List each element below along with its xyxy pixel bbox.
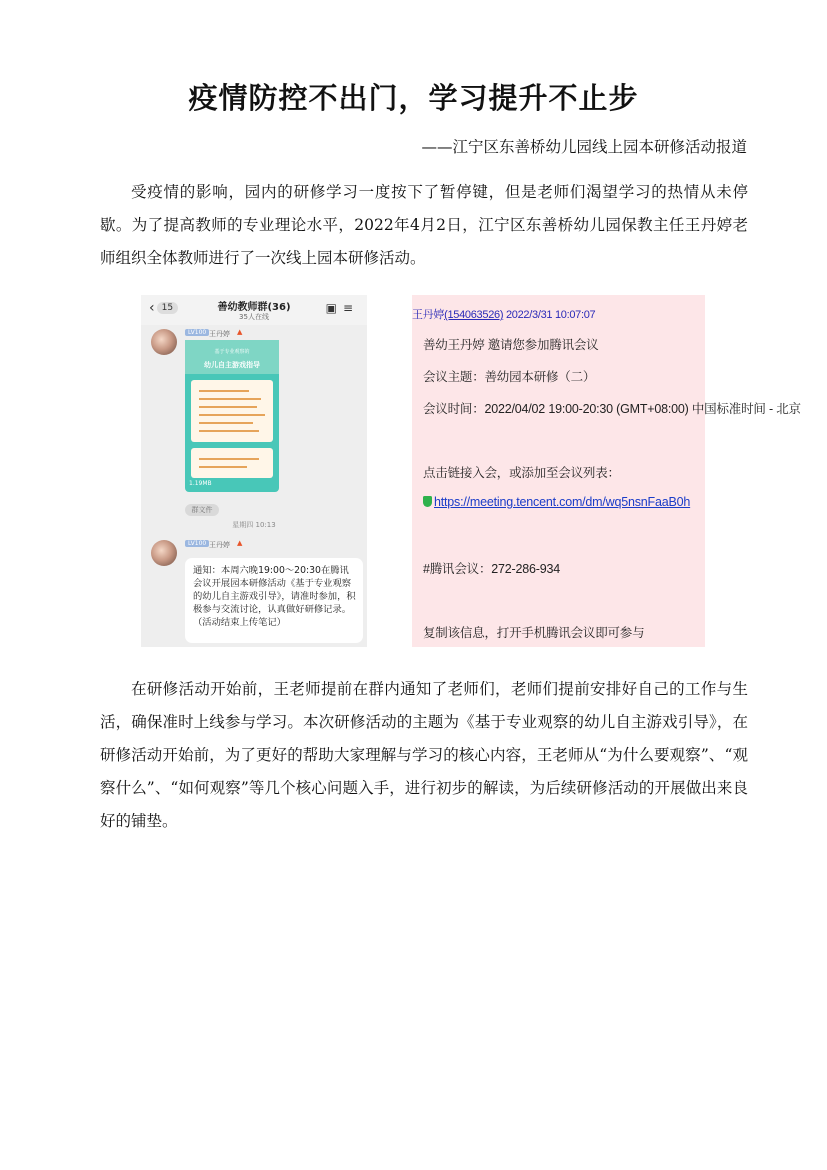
calendar-icon[interactable]: ▣ [325,301,343,315]
meeting-link[interactable]: https://meeting.tencent.com/dm/wq5nsnFaaB0h [434,495,691,509]
level-badge: LV100 [185,540,209,547]
avatar[interactable] [151,329,177,355]
notice-message-bubble[interactable]: 通知：本周六晚19:00～20:30在腾讯会议开展园本研修活动《基于专业观察的幼儿自主游戏引导》，请准时参加，积极参与交流讨论，认真做好研修记录。（活动结束上传笔记） [185,558,363,643]
back-button[interactable]: ‹ 15 [149,300,178,316]
poster-image-message[interactable] [185,340,279,492]
paragraph-body: 在研修活动开始前，王老师提前在群内通知了老师们，老师们提前安排好自己的工作与生活，确保准时上线参与学习。本次研修活动的主题为《基于专业观察的幼儿自主游戏引导》，在研修活动开始前，为了更好的帮助大家理解与学习的核心内容，王老师从“为什么要观察”、“观察什么”、“如何观察”等几个核心问题入手，进行初步的解读，为后续研修活动的开展做出来良好的铺垫。 [100,680,748,830]
poster-subtitle: 基于专业观察的 [214,349,250,355]
chat-header [141,295,367,325]
meeting-datetime: 2022/3/31 10:07:07 [505,309,596,321]
group-file-button[interactable]: 群文件 [185,504,219,516]
poster-file-size: 1.19MB [189,480,212,487]
message-timestamp: 星期四 10:13 [232,521,276,529]
online-count: 35人在线 [239,313,269,321]
meeting-sender-id[interactable]: (15406352​6) [444,309,504,321]
chat-screenshot [141,295,367,647]
sender-name: 王丹婷 [209,541,230,549]
avatar[interactable] [151,540,177,566]
poster-title: 幼儿自主游戏指导 [204,361,260,369]
flame-icon: ▲ [237,539,243,547]
join-instruction: 点击链接入会，或添加至会议列表： [423,466,620,480]
level-badge: LV100 [185,329,209,336]
sender-name: 王丹婷 [209,330,230,338]
unread-count: 15 [157,302,178,314]
group-title: 善幼教师群(36) [217,302,291,313]
invite-line: 善幼王丹婷 邀请您参加腾讯会议 [423,338,599,352]
page-subtitle: ——江宁区东善桥幼儿园线上园本研修活动报道 [421,138,747,156]
meeting-link-row [423,495,690,509]
meeting-id: #腾讯会议：272-286-934 [423,562,560,576]
flame-icon: ▲ [237,328,243,336]
shield-icon [423,496,432,507]
menu-icon[interactable]: ≡ [342,301,359,315]
page-title: 疫情防控不出门，学习提升不止步 [188,81,639,115]
meeting-invite-screenshot [412,295,801,647]
meeting-sender-line [412,306,595,322]
paragraph-intro: 受疫情的影响，园内的研修学习一度按下了暂停键，但是老师们渴望学习的热情从未停歇。为了提高教师的专业理论水平，2022年4月2日，江宁区东善桥幼儿园保教主任王丹婷老师组织全体教师进行了一次线上园本研修活动。 [100,183,748,267]
copy-instruction: 复制该信息，打开手机腾讯会议即可参与 [423,626,645,640]
meeting-topic: 会议主题：善幼园本研修（二） [423,370,596,384]
meeting-sender: 王丹婷 [412,309,445,321]
meeting-time: 会议时间：2022/04/02 19:00-20:30 (GMT+08:00) 中国标准时间 - 北京 [423,402,801,416]
